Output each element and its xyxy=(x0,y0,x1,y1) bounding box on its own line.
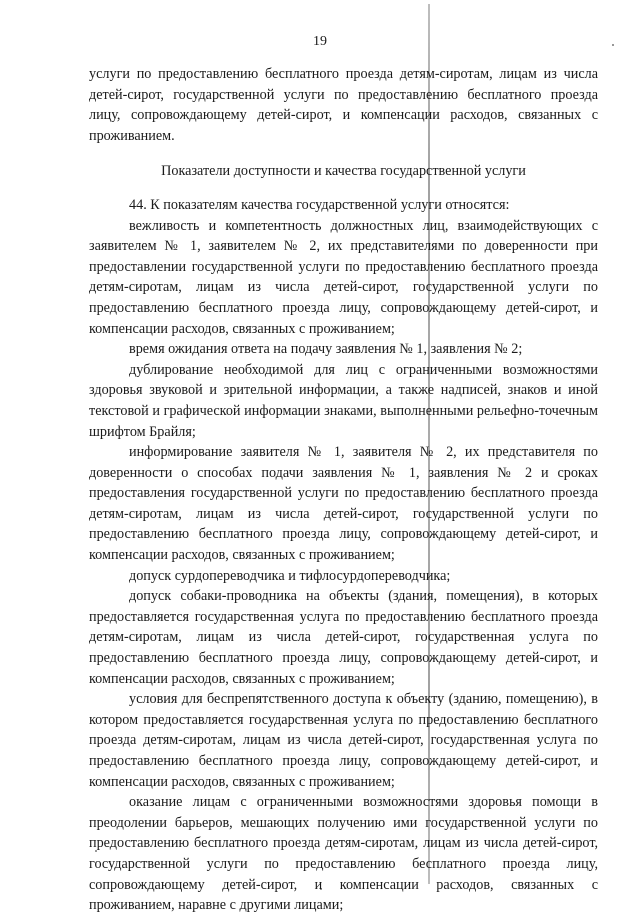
paragraph: информирование заявителя № 1, заявителя № 2, их представителя по доверенности о способах подачи заявления № 1, заявления № 2 и сроках предоставления государственной услуги по предоставлению бесплатного проезда детям-сиротам, лицам из числа детей-сирот, государственной услуги по предоставлению бесплатного проезда лицу, сопровождающему детей-сирот, и компенсации расходов, связанных с проживанием; xyxy=(89,444,598,564)
page-number: 19 xyxy=(313,34,327,49)
paragraph: условия для беспрепятственного доступа к объекту (зданию, помещению), в котором предоставляется государственная услуга по предоставлению бесплатного проезда детям-сиротам, лицам из числа детей-сирот, государственная услуга по предоставлению бесплатного проезда лицу, сопровождающему детей-сирот, и компенсации расходов, связанных с проживанием; xyxy=(89,691,598,790)
document-body xyxy=(89,64,598,916)
paragraph: вежливость и компетентность должностных лиц, взаимодействующих с заявителем № 1, заявителем № 2, их представителями по доверенности при предоставлении государственной услуги по предоставлению бесплатного проезда детям-сиротам, лицам из числа детей-сирот, государственной услуги по предоставлению бесплатного проезда лицу, сопровождающему детей-сирот, и компенсации расходов, связанных с проживанием; xyxy=(89,217,598,337)
paragraph: допуск собаки-проводника на объекты (здания, помещения), в которых предоставляется государственная услуга по предоставлению бесплатного проезда детям-сиротам, лицам из числа детей-сирот, государственная услуга по предоставлению бесплатного проезда лицу, сопровождающему детей-сирот, и компенсации расходов, связанных с проживанием; xyxy=(89,588,598,687)
paragraph: оказание лицам с ограниченными возможностями здоровья помощи в преодолении барьеров, мешающих получению ими государственной услуги по предоставлению бесплатного проезда детям-сиротам, лицам из числа детей-сирот, государственной услуги по предоставлению бесплатного проезда лицу, сопровождающему детей-сирот, и компенсации расходов, связанных с проживанием, наравне с другими лицами; xyxy=(89,794,598,914)
paragraph: допуск сурдопереводчика и тифлосурдопереводчика; xyxy=(129,567,451,584)
paragraph: дублирование необходимой для лиц с ограниченными возможностями здоровья звуковой и зрительной информации, а также надписей, знаков и иной текстовой и графической информации знаками, выполненными рельефно-точечным шрифтом Брайля; xyxy=(89,361,598,440)
paragraph: время ожидания ответа на подачу заявления № 1, заявления № 2; xyxy=(129,341,523,358)
paragraph-continuation: услуги по предоставлению бесплатного проезда детям-сиротам, лицам из числа детей-сирот, государственной услуги по предоставлению бесплатного проезда лицу, сопровождающему детей-сирот, и компенсации расходов, связанных с проживанием. xyxy=(89,66,598,144)
paragraph: 44. К показателям качества государственной услуги относятся: xyxy=(129,196,510,213)
section-heading: Показатели доступности и качества государственной услуги xyxy=(161,163,526,180)
